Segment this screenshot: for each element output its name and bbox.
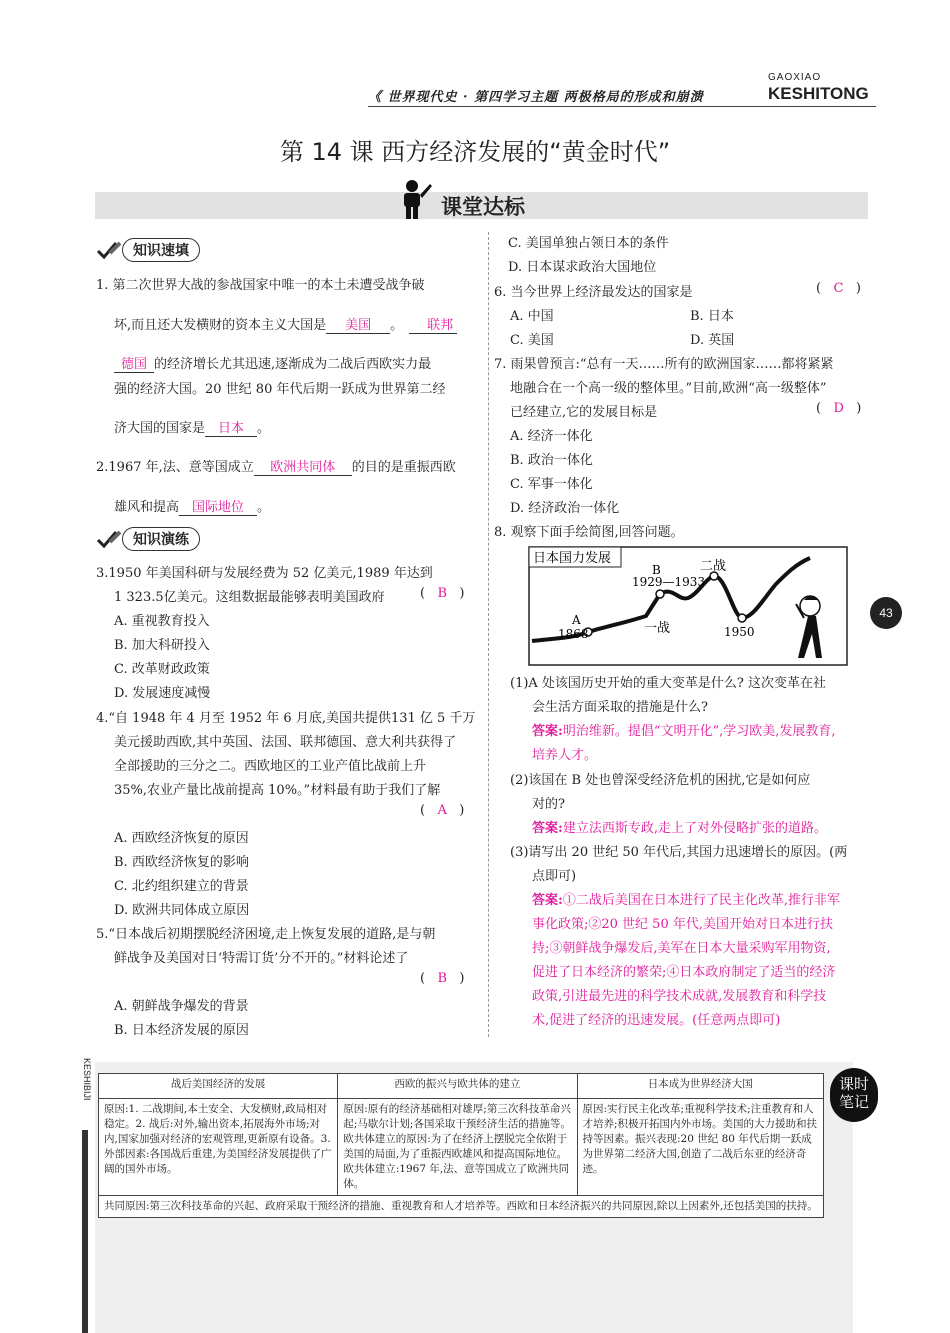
q7-option-b: B. 政治一体化 [510, 453, 593, 468]
q8-sub3-answer-line3: 持;③朝鲜战争爆发后,美军在日本大量采购军用物资, [532, 941, 831, 956]
q7-option-a: A. 经济一体化 [510, 429, 593, 444]
q8-sub3-answer-line6: 术,促进了经济的迅速发展。(任意两点即可) [532, 1013, 781, 1028]
q6-option-b: B. 日本 [690, 309, 734, 324]
header-breadcrumb: 《 世界现代史 · 第四学习主题 两极格局的形成和崩溃 [368, 90, 704, 105]
q8-sub1-answer-line2: 培养人才。 [532, 748, 598, 763]
checkmark-pencil-icon [96, 528, 122, 550]
q6-answer: ( C ) [816, 281, 861, 296]
q8-sub3-line2: 点即可) [532, 869, 577, 884]
q2-answer-1: 欧洲共同体 [254, 456, 352, 476]
notes-badge: 课时 笔记 [830, 1068, 878, 1122]
q8-sub1-answer-line1: 答案:明治维新。提倡“文明开化”,学习欧美,发展教育, [532, 724, 836, 739]
q5-option-b: B. 日本经济发展的原因 [114, 1023, 249, 1038]
q8-sub3-answer-line4: 促进了日本经济的繁荣;④日本政府制定了适当的经济 [532, 965, 836, 980]
q1-line2: 坏,而且还大发横财的资本主义大国是 美国 。 联邦 [114, 314, 457, 334]
label-ww1: 一战 [644, 621, 671, 636]
column-divider [488, 232, 489, 1037]
q8-sub3-line1: (3)请写出 20 世纪 50 年代后,其国力迅速增长的原因。(两 [510, 845, 848, 860]
presenter-icon [398, 178, 434, 220]
notes-common-row [99, 1196, 824, 1218]
q6-option-d: D. 英国 [690, 333, 735, 348]
q7-option-d: D. 经济政治一体化 [510, 501, 620, 516]
q8-sub2-line1: (2)该国在 B 处也曾深受经济危机的困扰,它是如何应 [510, 773, 811, 788]
tag-label: 知识速填 [122, 238, 200, 262]
q6-option-c: C. 美国 [510, 333, 554, 348]
q4-line2: 美元援助西欧,其中英国、法国、联邦德国、意大利共获得了 [114, 735, 457, 750]
q5-option-a: A. 朝鲜战争爆发的背景 [114, 999, 249, 1014]
notes-header-usa: 战后美国经济的发展 [99, 1074, 338, 1099]
q1-line1: 1. 第二次世界大战的参战国家中唯一的本土未遭受战争破 [96, 278, 425, 293]
header-divider [368, 106, 876, 107]
q4-answer: ( A ) [420, 803, 465, 818]
q8-sub1-line1: (1)A 处该国历史开始的重大变革是什么? 这次变革在社 [510, 676, 827, 691]
q2-answer-2: 国际地位 [179, 496, 257, 516]
q3-answer: ( B ) [420, 586, 465, 601]
q8-line1: 8. 观察下面手绘简图,回答问题。 [494, 525, 684, 540]
q4-option-d: D. 欧洲共同体成立原因 [114, 903, 250, 918]
q8-sub2-line2: 对的? [532, 797, 565, 812]
tag-label: 知识演练 [122, 527, 200, 551]
page-number: 43 [870, 597, 902, 629]
point-b [656, 590, 664, 598]
notes-common-cell: 共同原因:第三次科技革命的兴起、政府采取干预经济的措施、重视教育和人才培养等。西欧和日本经济振兴的共同原因,除以上因素外,还包括美国的扶持。 [99, 1196, 824, 1218]
side-bar [82, 1130, 88, 1333]
q1-line3: 德国 的经济增长尤其迅速,逐渐成为二战后西欧实力最 [114, 353, 431, 373]
tag-zhishi-yanlian [96, 527, 200, 551]
label-ww2: 二战 [700, 559, 727, 574]
sketch-title: 日本国力发展 [533, 551, 612, 566]
q1-answer-1: 美国 [326, 314, 390, 334]
point-1950 [738, 614, 746, 622]
q3-option-b: B. 加大科研投入 [114, 638, 210, 653]
q5-line1: 5.“日本战后初期摆脱经济困境,走上恢复发展的道路,是与朝 [96, 927, 436, 942]
q7-answer: ( D ) [816, 401, 862, 416]
q7-line1: 7. 雨果曾预言:“总有一天……所有的欧洲国家……都将紧紧 [494, 357, 834, 372]
q8-sub3-answer-line2: 事化政策;②20 世纪 50 年代,美国开始对日本进行扶 [532, 917, 833, 932]
section-title: 课堂达标 [441, 195, 525, 219]
brand-logo: KESHITONG [768, 84, 869, 103]
side-label: KESHIBIJI [82, 1058, 92, 1101]
q5-option-d: D. 日本谋求政治大国地位 [508, 260, 657, 275]
q5-answer: ( B ) [420, 971, 465, 986]
q1-line4: 强的经济大国。20 世纪 80 年代后期一跃成为世界第二经 [114, 382, 446, 397]
q3-line1: 3.1950 年美国科研与发展经费为 52 亿美元,1989 年达到 [96, 566, 433, 581]
label-a-year: 1868 [558, 627, 589, 641]
checkmark-pencil-icon [96, 239, 122, 261]
q2-line1: 2.1967 年,法、意等国成立 欧洲共同体 的目的是重振西欧 [96, 456, 456, 476]
q2-line2: 雄风和提高 国际地位 。 [114, 496, 270, 516]
q1-line5: 济大国的国家是 日本 。 [114, 417, 270, 437]
q8-sub3-answer-line5: 政策,引进最先进的科学技术成就,发展教育和科学技 [532, 989, 827, 1004]
q8-sub2-answer: 答案:建立法西斯专政,走上了对外侵略扩张的道路。 [532, 821, 827, 836]
q4-line4: 35%,农业产量比战前提高 10%。”材料最有助于我们了解 [114, 783, 441, 798]
q4-line1: 4.“自 1948 年 4 月至 1952 年 6 月底,美国共提供131 亿 5 千万 [96, 711, 476, 726]
label-b-year: 1929—1933 [632, 575, 706, 589]
q3-line2: 1 323.5亿美元。这组数据最能够表明美国政府 [114, 590, 385, 605]
tag-zhishi-sutian [96, 238, 200, 262]
q1-answer-2b: 德国 [114, 353, 154, 373]
q4-option-b: B. 西欧经济恢复的影响 [114, 855, 249, 870]
notes-cell-japan: 原因:实行民主化改革;重视科学技术;注重教育和人才培养;积极开拓国内外市场。美国的大力援助和扶持等因素。振兴表现:20 世纪 80 年代后期一跃成为世界第二经济大国,创造了二战后东亚的经济奇迹。 [577, 1099, 824, 1196]
q4-option-a: A. 西欧经济恢复的原因 [114, 831, 249, 846]
notes-header-europe: 西欧的振兴与欧共体的建立 [338, 1074, 577, 1099]
q6-option-a: A. 中国 [510, 309, 554, 324]
q5-line2: 鲜战争及美国对日‘特需订货’分不开的。”材料论述了 [114, 951, 409, 966]
q6-line1: 6. 当今世界上经济最发达的国家是 [494, 285, 693, 300]
q3-option-c: C. 改革财政政策 [114, 662, 210, 677]
q4-line3: 全部援助的三分之二。西欧地区的工业产值比战前上升 [114, 759, 427, 774]
q7-option-c: C. 军事一体化 [510, 477, 593, 492]
q7-line2: 地融合在一个高一级的整体里。”目前,欧洲“高一级整体” [510, 381, 827, 396]
notes-table [98, 1073, 824, 1218]
q3-option-d: D. 发展速度减慢 [114, 686, 211, 701]
q8-sub3-answer-line1: 答案:①二战后美国在日本进行了民主化改革,推行非军 [532, 893, 840, 908]
label-1950: 1950 [724, 625, 755, 639]
q5-option-c: C. 美国单独占领日本的条件 [508, 236, 669, 251]
notes-content-row [99, 1099, 824, 1196]
q8-sub1-line2: 会生活方面采取的措施是什么? [532, 700, 708, 715]
lesson-title: 第 14 课 西方经济发展的“黄金时代” [279, 138, 671, 166]
notes-cell-usa: 原因:1. 二战期间,本土安全、大发横财,政局相对稳定。2. 战后:对外,输出资本,拓展海外市场;对内,国家加强对经济的宏观管理,更新原有设备。3. 外部因素:各国战后重建,为美国经济发展提供了广阔的国外市场。 [99, 1099, 338, 1196]
q1-answer-3: 日本 [205, 417, 257, 437]
notes-cell-europe: 原因:原有的经济基础相对雄厚;第三次科技革命兴起;马歇尔计划;各国采取干预经济生活的措施等。欧共体建立的原因:为了在经济上摆脱完全依附于美国的局面,为了重振西欧雄风和提高国际地位。欧共体建立:1967 年,法、意等国成立了欧洲共同体。 [338, 1099, 577, 1196]
japan-power-sketch [528, 546, 848, 670]
notes-header-japan: 日本成为世界经济大国 [577, 1074, 824, 1099]
label-b: B [652, 563, 661, 577]
label-a: A [572, 613, 581, 627]
q7-line3: 已经建立,它的发展目标是 [510, 405, 658, 420]
q4-option-c: C. 北约组织建立的背景 [114, 879, 249, 894]
brand-small: GAOXIAO [768, 72, 822, 83]
notes-header-row [99, 1074, 824, 1099]
q3-option-a: A. 重视教育投入 [114, 614, 210, 629]
q1-answer-2a: 联邦 [409, 314, 457, 334]
